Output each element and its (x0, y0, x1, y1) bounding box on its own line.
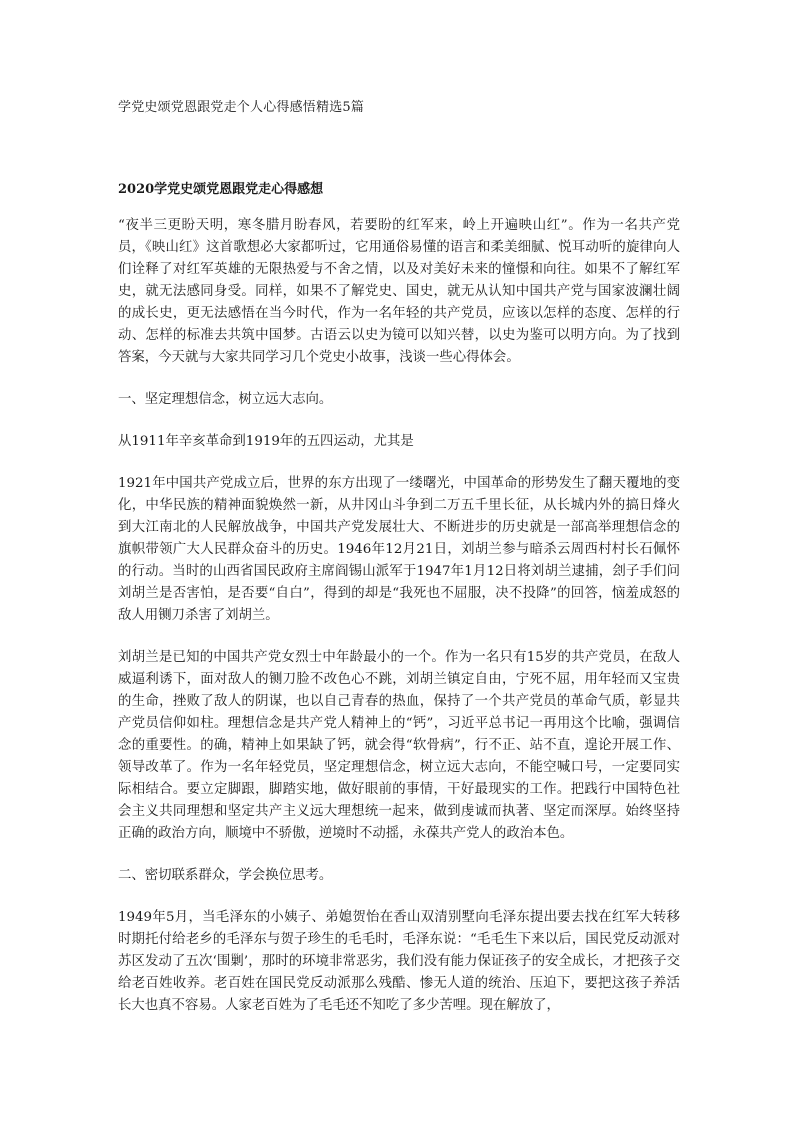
heading-masses: 二、密切联系群众，学会换位思考。 (118, 868, 333, 883)
document-title: 学党史颂党恩跟党走个人心得感悟精选5篇 (118, 100, 365, 115)
section-title: 2020学党史颂党恩跟党走心得感想 (118, 182, 324, 197)
paragraph-liu-hulan: 刘胡兰是已知的中国共产党女烈士中年龄最小的一个。作为一名只有15岁的共产党员，在敌人威逼利诱下，面对敌人的铡刀脸不改色心不跳，刘胡兰镇定自由，宁死不屈，用年轻而又宝贵的生命，挫败了敌人的阴谋，也以自己青春的热血，保持了一个共产党员的革命气质，彰显共产党员信仰如柱。理想信念是共产党人精神上的“钙”，习近平总书记一再用这个比喻，强调信念的重要性。的确，精神上如果缺了钙，就会得“软骨病”，行不正、站不直，遑论开展工作、领导改革了。作为一名年轻党员，坚定理想信念，树立远大志向，不能空喊口号，一定要同实际相结合。要立定脚跟，脚踏实地，做好眼前的事情，干好最现实的工作。把践行中国特色社会主义共同理想和坚定共产主义远大理想统一起来，做到虔诚而执著、坚定而深厚。始终坚持正确的政治方向，顺境中不骄傲，逆境时不动摇，永葆共产党人的政治本色。 (118, 650, 680, 841)
paragraph-intro: “夜半三更盼天明，寒冬腊月盼春风，若要盼的红军来，岭上开遍映山红”。作为一名共产党员，《映山红》这首歌想必大家都听过，它用通俗易懂的语言和柔美细腻、悦耳动听的旋律向人们诠释了对红军英雄的无限热爱与不舍之情，以及对美好未来的憧憬和向往。如果不了解红军史，就无法感同身受。同样，如果不了解党史、国史，就无从认知中国共产党与国家波澜壮阔的成长史，更无法感悟在当今时代，作为一名年轻的共产党员，应该以怎样的态度、怎样的行动、怎样的标准去共筑中国梦。古语云以史为镜可以知兴替，以史为鉴可以明方向。为了找到答案，今天就与大家共同学习几个党史小故事，浅谈一些心得体会。 (118, 218, 680, 365)
paragraph-lead-in: 从1911年辛亥革命到1919年的五四运动，尤其是 (118, 434, 414, 449)
document-body (118, 215, 680, 1037)
paragraph-1949-story: 1949年5月，当毛泽东的小姨子、弟媳贺怡在香山双清别墅向毛泽东提出要去找在红军大转移时期托付给老乡的毛泽东与贺子珍生的毛毛时，毛泽东说：“毛毛生下来以后，国民党反动派对苏区发动了五次‘围剿’，那时的环境非常恶劣，我们没有能力保证孩子的安全成长，才把孩子交给老百姓收养。老百姓在国民党反动派那么残酷、惨无人道的统治、压迫下，要把这孩子养活长大也真不容易。人家老百姓为了毛毛还不知吃了多少苦哩。现在解放了， (118, 910, 680, 1013)
heading-ideals: 一、坚定理想信念，树立远大志向。 (118, 392, 333, 407)
paragraph-1921-history: 1921年中国共产党成立后，世界的东方出现了一缕曙光，中国革命的形势发生了翻天覆地的变化，中华民族的精神面貌焕然一新，从井冈山斗争到二万五千里长征，从长城内外的搞日烽火到大江南北的人民解放战争，中国共产党发展壮大、不断进步的历史就是一部高举理想信念的旗帜带领广大人民群众奋斗的历史。1946年12月21日，刘胡兰参与暗杀云周西村村长石佩怀的行动。当时的山西省国民政府主席阎锡山派军于1947年1月12日将刘胡兰逮捕，刽子手们问刘胡兰是否害怕，是否要“自白”，得到的却是“我死也不屈服，决不投降”的回答，恼羞成怒的敌人用铡刀杀害了刘胡兰。 (118, 476, 680, 623)
